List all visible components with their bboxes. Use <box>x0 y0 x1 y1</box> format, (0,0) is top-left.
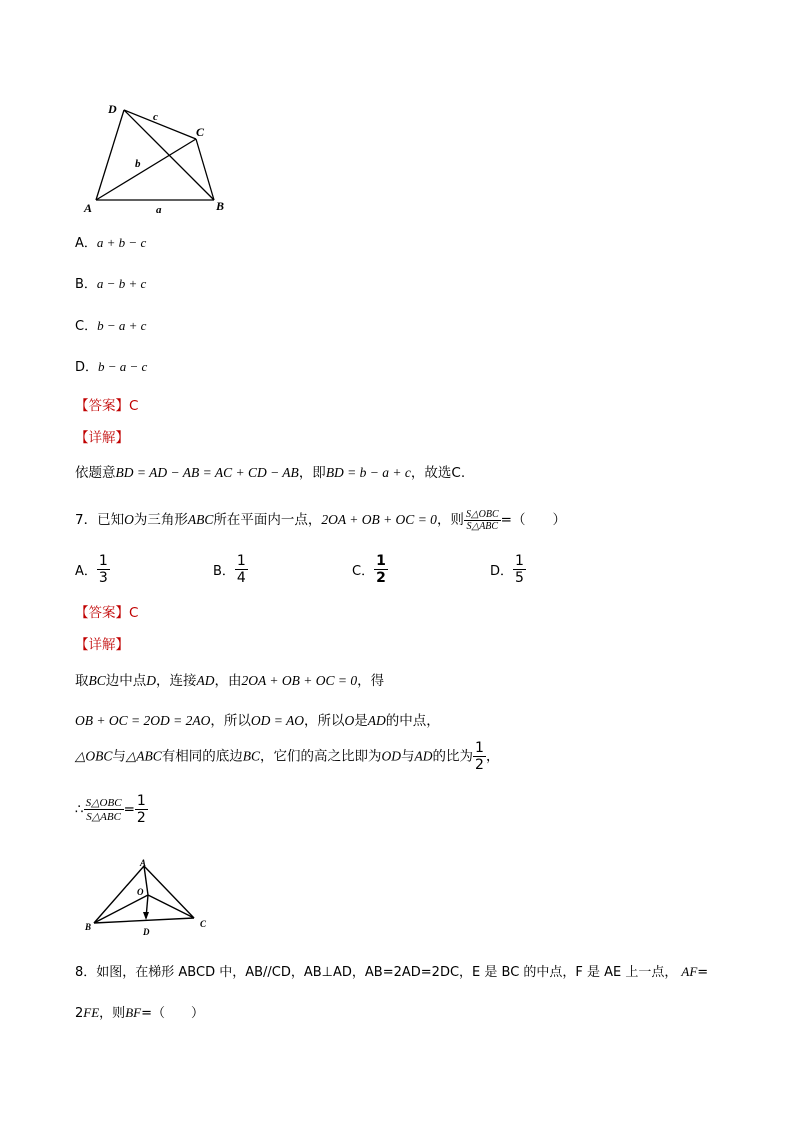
fig1-label-a: a <box>156 204 162 216</box>
q7-option-a-letter: A． <box>75 564 97 579</box>
q7-l3-num: 1 <box>475 740 484 756</box>
q7-l2-ad: AD <box>367 713 386 728</box>
q7-option-b <box>213 553 248 586</box>
q7-l1-a: 取 <box>75 673 89 689</box>
q7-l1-b: 边中点 <box>105 673 147 689</box>
q8-line1-vec: AF <box>681 964 698 979</box>
q7-l3-d: 与 <box>401 748 415 765</box>
q7-detail-line1 <box>75 669 384 689</box>
q7-l1-ad: AD <box>196 673 215 688</box>
q7-stem-eq: 2OA + OB + OC = 0 <box>321 512 437 527</box>
q8-line2-vec: FE <box>83 1005 100 1020</box>
q7-option-c-num: 1 <box>376 553 386 569</box>
q8-line1-text: 8．如图，在梯形 ABCD 中，AB//CD，AB⊥AD，AB=2AD=2DC，E 是 BC 的中点，F 是 AE 上一点， <box>75 965 678 980</box>
q7-stem-abc: ABC <box>187 512 214 527</box>
q7-stem-suffix: =（ ） <box>500 512 566 528</box>
q7-l3-c: ，它们的高之比即为 <box>260 748 382 765</box>
q7-l2-o: O <box>344 713 355 728</box>
q6-option-c <box>75 315 146 334</box>
q6-detail-mid: ，即 <box>298 465 326 481</box>
q8-line2-vec2: BF <box>125 1005 142 1020</box>
q6-detail-expr: BD = AD − AB = AC + CD − AB <box>115 465 299 480</box>
q7-l4-therefore: ∴ <box>75 801 84 818</box>
q7-answer-label: 【答案】 <box>75 605 129 621</box>
q7-stem-mid1: 为三角形 <box>133 512 188 528</box>
q7-option-a-den: 3 <box>98 570 108 586</box>
q7-option-d-letter: D． <box>490 564 514 579</box>
q8-line1-end: = <box>697 965 709 980</box>
fig2-label-A: A <box>140 858 147 868</box>
q7-stem-mid3: ，则 <box>436 512 464 528</box>
q7-option-d-den: 5 <box>515 570 524 586</box>
q7-detail-label: 【详解】 <box>75 637 129 653</box>
q7-option-c-frac <box>374 553 388 586</box>
q6-option-b-expr: a − b + c <box>96 276 147 291</box>
q7-l1-c: ，连接 <box>156 673 197 689</box>
q7-l4-eq: = <box>123 801 135 818</box>
q7-option-b-num: 1 <box>236 553 246 569</box>
q7-l3-frac <box>473 740 486 773</box>
q8-stem-line1 <box>75 961 708 980</box>
q6-detail-prefix: 依题意 <box>75 465 116 481</box>
q7-option-d-num: 1 <box>515 553 524 569</box>
fig1-label-B: B <box>216 199 225 213</box>
fig2-label-O: O <box>137 887 144 897</box>
fig1-label-c: c <box>153 111 158 123</box>
q6-option-b <box>75 273 146 292</box>
q6-option-a-letter: A． <box>75 236 97 251</box>
q7-option-a <box>75 553 110 586</box>
q7-l3-f: ， <box>485 748 500 765</box>
q6-option-d-letter: D． <box>75 360 99 375</box>
fig1-label-C: C <box>196 125 205 139</box>
q7-l4-rnum: 1 <box>136 793 146 809</box>
q7-l4-frac <box>84 796 124 823</box>
q7-option-b-frac <box>235 553 248 586</box>
q7-option-a-frac <box>97 553 110 586</box>
q7-l4-den: S△ABC <box>86 811 121 823</box>
fig1-label-A: A <box>84 201 93 215</box>
fig2-label-B: B <box>85 922 92 932</box>
vector-figure-quadrilateral <box>80 96 240 218</box>
fig2-label-D: D <box>143 927 150 937</box>
q6-answer-value: C <box>129 398 139 414</box>
q7-l1-eq: 2OA + OB + OC = 0 <box>241 673 358 688</box>
q8-line2-b: ，则 <box>99 1006 126 1021</box>
q7-stem-o: O <box>124 512 134 527</box>
q7-l1-d-point: D <box>146 673 157 688</box>
q7-stem <box>75 508 566 532</box>
q6-option-c-expr: b − a + c <box>97 318 147 333</box>
q6-option-d <box>75 356 147 375</box>
q7-option-d-frac <box>513 553 526 586</box>
q6-answer <box>75 394 138 414</box>
q7-l3-ad: AD <box>414 748 433 764</box>
q7-option-c <box>352 553 388 586</box>
q7-answer <box>75 601 138 621</box>
q8-stem-line2 <box>75 1002 204 1021</box>
q7-detail-line3 <box>75 740 499 773</box>
q7-stem-prefix: 7．已知 <box>75 512 125 528</box>
q7-option-c-den: 2 <box>376 570 386 586</box>
q7-stem-frac-den: S△ABC <box>466 520 499 532</box>
q7-l2-eq2: OD = AO <box>250 713 304 728</box>
q7-l2-d: 的中点， <box>385 713 440 729</box>
q7-option-d <box>490 553 526 586</box>
q7-stem-mid2: 所在平面内一点， <box>213 512 322 528</box>
q6-answer-label: 【答案】 <box>75 398 129 414</box>
q7-option-b-den: 4 <box>236 570 246 586</box>
fig1-label-b: b <box>135 158 141 170</box>
q7-l4-num: S△OBC <box>85 797 122 809</box>
q7-option-a-num: 1 <box>98 553 108 569</box>
q7-l2-a: ，所以 <box>210 713 251 729</box>
q7-option-b-letter: B． <box>213 564 235 579</box>
q7-detail-line4 <box>75 793 148 826</box>
q7-l3-t2: △ABC <box>125 748 162 764</box>
q7-l3-t1: △OBC <box>75 748 113 764</box>
q7-answer-value: C <box>129 605 139 621</box>
q7-l3-od: OD <box>381 748 402 764</box>
q7-l3-e: 的比为 <box>432 748 474 765</box>
q6-detail-label: 【详解】 <box>75 430 129 446</box>
q7-l1-bc: BC <box>88 673 106 688</box>
triangle-figure <box>80 855 215 940</box>
q7-stem-fraction <box>464 509 501 532</box>
q7-l3-a: 与 <box>112 748 126 765</box>
fig1-label-D: D <box>108 102 117 116</box>
q6-option-a-expr: a + b − c <box>96 235 147 250</box>
q7-l2-b: ，所以 <box>303 713 345 729</box>
q6-option-c-letter: C． <box>75 319 98 334</box>
q7-l4-rden: 2 <box>136 810 146 826</box>
q7-stem-frac-num: S△OBC <box>465 508 499 520</box>
q6-detail-line <box>75 461 465 481</box>
q6-detail-suffix: ，故选C. <box>410 465 466 481</box>
q7-l1-d: ，由 <box>214 673 242 689</box>
q7-option-c-letter: C． <box>352 564 375 579</box>
fig2-label-C: C <box>200 919 207 929</box>
q7-l2-eq: OB + OC = 2OD = 2AO <box>75 713 211 728</box>
q6-option-d-expr: b − a − c <box>98 359 148 374</box>
q8-line2-c: =（ ） <box>141 1006 204 1021</box>
q7-l3-den: 2 <box>475 757 484 773</box>
q7-detail-line2 <box>75 709 440 729</box>
q7-l3-b: 有相同的底边 <box>161 748 243 765</box>
q7-l2-c: 是 <box>354 713 368 729</box>
q6-option-a <box>75 232 146 251</box>
q8-line2-a: 2 <box>75 1006 84 1021</box>
q7-l4-rfrac <box>135 793 148 826</box>
q7-l1-e: ，得 <box>357 673 385 689</box>
q7-l3-bc: BC <box>242 748 261 764</box>
q6-option-b-letter: B． <box>75 277 97 292</box>
q6-detail-expr2: BD = b − a + c <box>325 465 411 480</box>
